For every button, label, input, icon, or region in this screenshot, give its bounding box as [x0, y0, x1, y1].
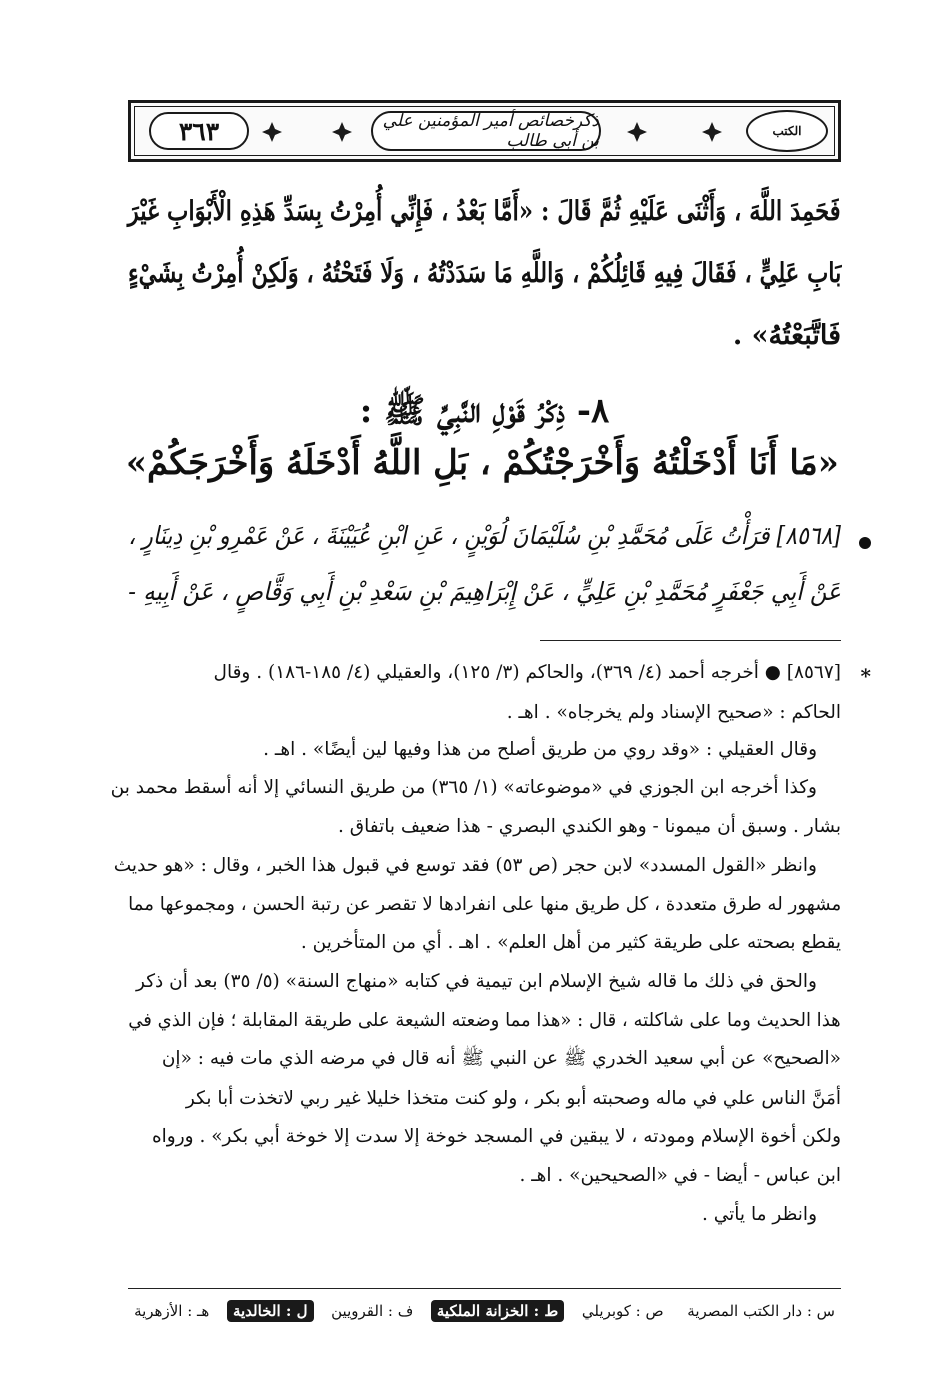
- footnote-line: وانظر «القول المسدد» لابن حجر (ص ٥٣) فقد توسع في قبول هذا الخبر ، وقال : «هو حديث: [113, 855, 817, 876]
- main-text-line: فَاتَّبَعْتُهُ» .: [732, 320, 841, 351]
- ornament-icon: [701, 121, 723, 143]
- narration-line: عَنْ أَبِي جَعْفَرٍ مُحَمَّدِ بْنِ عَلِيٍّ ، عَنْ إِبْرَاهِيمَ بْنِ سَعْدِ بْنِ أَبِي وَقَّاصٍ ، عَنْ أَبِيهِ -: [128, 577, 841, 606]
- siglum: ص : كوبريلي: [581, 1302, 664, 1320]
- chapter-heading-quote: «مَا أَنَا أَدْخَلْتُهُ وَأَخْرَجْتُكُمْ ، بَلِ اللَّهُ أَدْخَلَهُ وَأَخْرَجَكُمْ»: [125, 443, 839, 483]
- footnote-line: والحق في ذلك ما قاله شيخ الإسلام ابن تيمية في كتابه «منهاج السنة» (٥/ ٣٥) بعد أن ذكر: [135, 971, 817, 992]
- running-title: ذكرخصائص أمير المؤمنين علي بن أبي طالب: [371, 111, 601, 151]
- ornament-icon: [261, 121, 283, 143]
- footnote-line: [٨٥٦٧] ● أخرجه أحمد (٤/ ٣٦٩)، والحاكم (٣/ ١٢٥)، والعقيلي (٤/ ١٨٥-١٨٦) . وقال: [213, 662, 841, 683]
- siglum: س : دار الكتب المصرية: [687, 1302, 835, 1320]
- page-header: [128, 100, 841, 162]
- footnote-line: مشهور له طرق متعددة ، كل طريق منها على انفرادها لا تقصر عن رتبة الحسن ، ومجموعها مما: [127, 894, 841, 915]
- page-number: ٣٦٣: [149, 112, 249, 150]
- sigla-divider: [128, 1288, 841, 1289]
- footnote-line: وقال العقيلي : «وقد روي من طريق أصلح من هذا وفيها لين أيضًا» . اهـ .: [263, 739, 817, 760]
- footnote-line: بشار . وسبق أن ميمونا - وهو الكندي البصري - هذا ضعيف باتفاق .: [338, 816, 841, 837]
- footnote-line: يقطع بصحته على طريقة كثير من أهل العلم» . اهـ . أي من المتأخرين .: [300, 932, 841, 953]
- footnote-line: وانظر ما يأتي .: [701, 1204, 817, 1225]
- narration-line: [٨٥٦٨] قرَأْتُ عَلَى مُحَمَّدِ بْنِ سُلَيْمَانَ لُوَيْنٍ ، عَنِ ابْنِ عُيَيْنَةَ ، عَنْ عَمْرِو بْنِ دِينَارٍ ،: [128, 521, 841, 550]
- footnote-line: ولكن أخوة الإسلام ومودته ، لا يبقين في المسجد خوخة إلا سدت إلا خوخة أبي بكر» . ورواه: [151, 1126, 841, 1147]
- footnote-line: «الصحيح» عن أبي سعيد الخدري ﷺ عن النبي ﷺ أنه قال في مرضه الذي مات فيه : «إن: [161, 1048, 841, 1069]
- footnote-star: *: [860, 664, 871, 688]
- chapter-heading: ٨- ذِكْرُ قَوْلِ النَّبِيِّ ﷺ :: [359, 391, 610, 431]
- footnote-line: هذا الحديث وما على شاكلته ، قال : «هذا مما وضعته الشيعة على طريقة المقابلة ؛ فإن الذي في: [128, 1010, 841, 1031]
- ornament-icon: [331, 121, 353, 143]
- footnote-line: ابن عباس - أيضا - في «الصحيحين» . اهـ .: [519, 1165, 841, 1186]
- footnote-line: الحاكم : «صحيح الإسناد ولم يخرجاه» . اهـ .: [506, 702, 841, 723]
- publisher-logo: الكتب: [746, 110, 828, 152]
- siglum: ط : الخزانة الملكية: [431, 1300, 564, 1322]
- ornament-icon: [626, 121, 648, 143]
- footnote-line: أمَنَّ الناس علي في ماله وصحبته أبو بكر ، ولو كنت متخذا خليلا غير ربي لاتخذت أبا بكر: [185, 1088, 841, 1109]
- bullet-icon: [859, 537, 871, 549]
- manuscript-sigla: [128, 1296, 841, 1326]
- footnote-divider: [540, 640, 841, 641]
- siglum: ف : القرويين: [331, 1302, 414, 1320]
- siglum: ل : الخالدية: [227, 1300, 314, 1322]
- main-text-line: فَحَمِدَ اللَّهَ ، وَأَثْنَى عَلَيْهِ ثُمَّ قَالَ : «أَمَّا بَعْدُ ، فَإِنِّي أُمِرْتُ بِسَدِّ هَذِهِ الْأَبْوَابِ غَيْرَ: [128, 196, 841, 227]
- main-text-line: بَابِ عَلِيٍّ ، فَقَالَ فِيهِ قَائِلُكُمْ ، وَاللَّهِ مَا سَدَدْتُهُ ، وَلَا فَتَحْتُهُ ، وَلَكِنْ أُمِرْتُ بِشَيْءٍ: [127, 258, 841, 289]
- siglum: هـ : الأزهرية: [134, 1302, 210, 1320]
- footnote-line: وكذا أخرجه ابن الجوزي في «موضوعاته» (١/ ٣٦٥) من طريق النسائي إلا أنه أسقط محمد بن: [110, 777, 817, 798]
